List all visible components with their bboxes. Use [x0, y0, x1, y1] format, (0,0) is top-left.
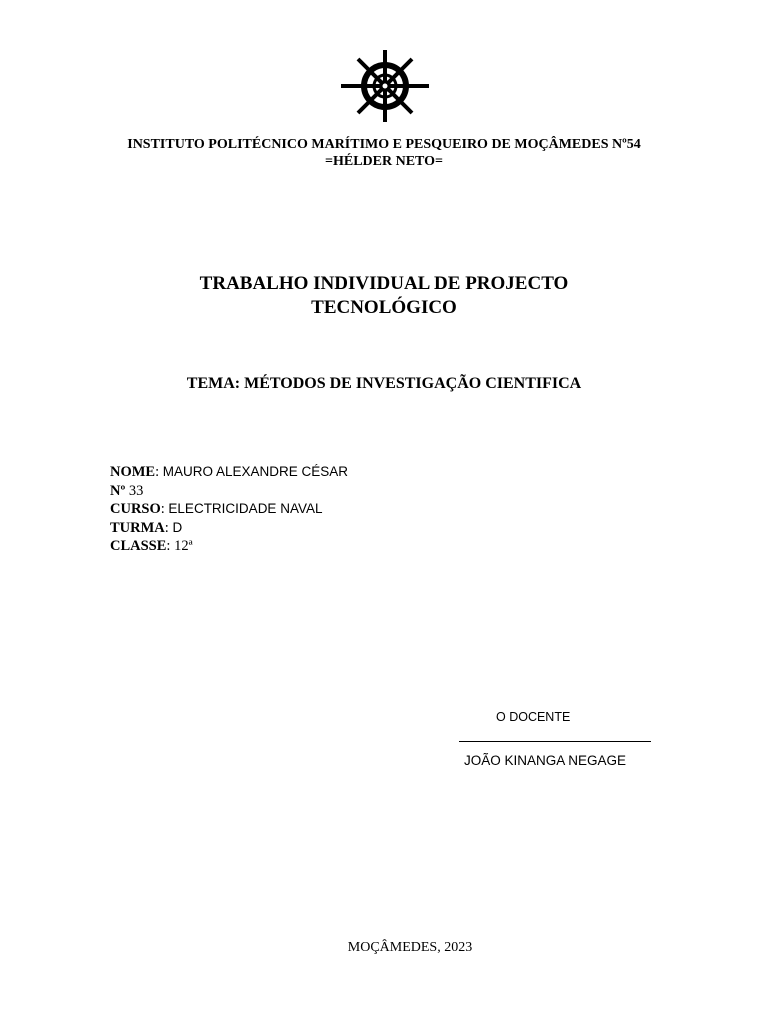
student-class-label: TURMA	[110, 519, 165, 536]
teacher-label: O DOCENTE	[496, 710, 571, 724]
student-info	[110, 463, 348, 556]
student-name-label: NOME	[110, 464, 156, 480]
student-course: ELECTRICIDADE NAVAL	[168, 501, 323, 516]
student-grade-row: CLASSE: 12ª	[110, 538, 193, 554]
student-number-label: Nº	[110, 482, 126, 499]
document-theme: TEMA: MÉTODOS DE INVESTIGAÇÃO CIENTIFICA	[186, 375, 582, 392]
student-number: 33	[128, 482, 144, 499]
institute-subtitle: =HÉLDER NETO=	[324, 154, 443, 169]
student-class: D	[172, 519, 183, 535]
student-grade: 12ª	[174, 538, 193, 554]
teacher-name: JOÃO KINANGA NEGAGE	[464, 753, 627, 768]
institute-name: INSTITUTO POLITÉCNICO MARÍTIMO E PESQUEIRO DE MOÇÂMEDES Nº54	[127, 137, 641, 152]
student-course-label: CURSO	[110, 501, 161, 517]
document-title-line1: TRABALHO INDIVIDUAL DE PROJECTO	[199, 273, 569, 294]
place-date: MOÇÂMEDES, 2023	[347, 940, 473, 955]
student-name: MAURO ALEXANDRE CÉSAR	[162, 464, 349, 479]
student-course-row: CURSO: ELECTRICIDADE NAVAL	[110, 501, 323, 517]
ship-wheel-icon	[338, 46, 432, 126]
student-name-row: NOME: MAURO ALEXANDRE CÉSAR	[110, 464, 349, 480]
signature-line	[459, 741, 651, 742]
student-number-row	[110, 482, 348, 501]
document-title-line2: TECNOLÓGICO	[311, 297, 457, 318]
student-grade-label: CLASSE	[110, 538, 167, 554]
student-class-row: TURMA: D	[110, 519, 183, 536]
